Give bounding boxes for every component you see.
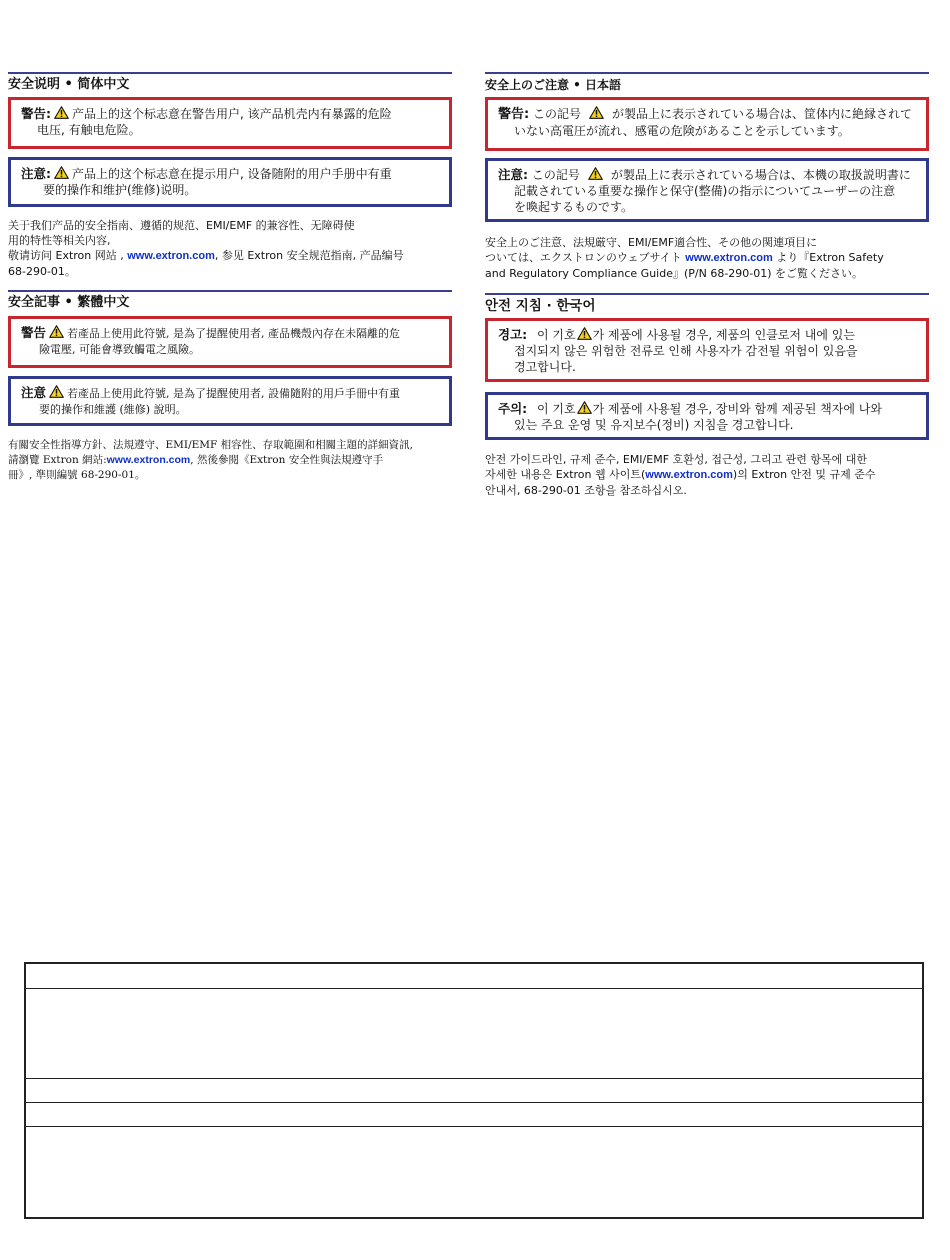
caution-label: 注意: [21, 385, 47, 400]
info-line: 請瀏覽 Extron 網站:: [8, 454, 107, 466]
caution-label: 注意:: [498, 167, 528, 182]
info-line: 关于我们产品的安全指南、遵循的规范、EMI/EMF 的兼容性、无障碍使: [8, 219, 355, 232]
warning-label: 警告:: [498, 107, 530, 122]
section-title: 安全記事 • 繁體中文: [8, 290, 452, 313]
warning-triangle-icon: [54, 166, 69, 179]
warning-text: 若產品上使用此符號, 是為了提醒使用者, 產品機殼內存在未隔離的危: [67, 327, 400, 340]
info-paragraph: [8, 218, 452, 279]
caution-text: 가 제품에 사용될 경우, 장비와 함께 제공된 책자에 나와: [592, 402, 882, 416]
caution-text: 若產品上使用此符號, 是為了提醒使用者, 設備隨附的用戶手冊中有重: [67, 387, 400, 400]
info-line: and Regulatory Compliance Guide』(P/N 68-290-01) をご覧ください。: [485, 267, 864, 280]
info-line: 有關安全性指導方針、法規遵守、EMI/EMF 相容性、存取範圍和相關主題的詳細資訊,: [8, 439, 413, 451]
info-line: )의 Extron 안전 및 규제 준수: [732, 468, 876, 481]
section-title: 安全说明 • 简体中文: [8, 72, 452, 95]
caution-box: [485, 392, 929, 440]
blank-form-frame: [24, 962, 924, 1219]
frame-row: [26, 1103, 922, 1127]
caution-label: 注意:: [21, 166, 51, 181]
info-line: 안내서, 68-290-01 조항을 참조하십시오.: [485, 484, 687, 497]
info-line: 자세한 내용은 Extron 웹 사이트(: [485, 468, 646, 481]
warning-label: 警告: [21, 325, 47, 340]
info-line: 用的特性等相关内容,: [8, 234, 111, 247]
warning-label: 警告:: [21, 106, 51, 121]
info-line: 안전 가이드라인, 규제 준수, EMI/EMF 호환성, 접근성, 그리고 관련 항목에 대한: [485, 453, 868, 466]
caution-label: 주의:: [498, 401, 528, 416]
warning-triangle-icon: [54, 106, 69, 119]
section-japanese: [485, 72, 929, 95]
section-simplified-chinese: [8, 72, 452, 95]
warning-text-cont: 电压, 有触电危险。: [37, 123, 141, 137]
extron-link[interactable]: www.extron.com: [685, 252, 773, 264]
warning-triangle-icon: [577, 327, 592, 340]
info-line: 68-290-01。: [8, 265, 76, 278]
section-title: 안전 지침 · 한국어: [485, 293, 929, 316]
warning-text-cont: いない高電圧が流れ、感電の危険があることを示しています。: [514, 124, 850, 138]
caution-box: [8, 157, 452, 207]
caution-text: この記号: [531, 168, 580, 182]
warning-text: が製品上に表示されている場合は、筐体内に絶縁されて: [612, 107, 913, 121]
extron-link[interactable]: www.extron.com: [106, 454, 191, 466]
caution-box: [485, 158, 929, 222]
caution-text-cont: 있는 주요 운영 및 유지보수(정비) 지침을 경고합니다.: [514, 418, 794, 432]
info-line: 安全上のご注意、法規厳守、EMI/EMF適合性、その他の関連項目に: [485, 236, 818, 249]
warning-triangle-icon: [588, 167, 603, 180]
warning-text: 이 기호: [536, 328, 576, 342]
info-line: 敬请访问 Extron 网站 ,: [8, 249, 128, 262]
frame-row: [26, 964, 922, 989]
warning-text-cont: 접지되지 않은 위험한 전류로 인해 사용자가 감전될 위험이 있음을: [514, 344, 858, 358]
caution-text-cont: 要的操作和维护(维修)说明。: [43, 183, 197, 197]
warning-text: この記号: [533, 107, 582, 121]
info-paragraph: [485, 452, 929, 498]
extron-link[interactable]: www.extron.com: [127, 250, 215, 262]
caution-text-cont: を喚起するものです。: [514, 200, 634, 214]
caution-text-cont: 要的操作和維護 (維修) 說明。: [39, 403, 187, 416]
caution-text-cont: 記載されている重要な操作と保守(整備)の指示についてユーザーの注意: [514, 184, 896, 198]
info-line: 冊》, 準則編號 68-290-01。: [8, 469, 146, 481]
warning-triangle-icon: [577, 401, 592, 414]
warning-text: 가 제품에 사용될 경우, 제품의 인클로저 내에 있는: [592, 328, 855, 342]
warning-triangle-icon: [589, 106, 604, 119]
warning-text-cont: 險電壓, 可能會導致觸電之風險。: [39, 343, 200, 356]
section-traditional-chinese: [8, 290, 452, 313]
extron-link[interactable]: www.extron.com: [645, 469, 733, 481]
caution-text: 产品上的这个标志意在提示用户, 设备随附的用户手册中有重: [72, 167, 392, 181]
info-line: より『Extron Safety: [772, 251, 884, 264]
info-line: , 然後參閱《Extron 安全性與法規遵守手: [190, 454, 384, 466]
info-line: ついては、エクストロンのウェブサイト: [485, 251, 686, 264]
warning-triangle-icon: [49, 325, 64, 338]
warning-label: 경고:: [498, 327, 528, 342]
warning-text-cont: 경고합니다.: [514, 360, 576, 374]
section-korean: [485, 293, 929, 316]
section-title: 安全上のご注意 • 日本語: [485, 72, 929, 95]
info-paragraph: [8, 438, 452, 483]
warning-box: [485, 318, 929, 382]
info-line: , 参见 Extron 安全规范指南, 产品编号: [214, 249, 404, 262]
caution-box: [8, 376, 452, 426]
warning-box: [8, 316, 452, 368]
frame-row: [26, 1079, 922, 1103]
warning-box: [8, 97, 452, 149]
warning-text: 产品上的这个标志意在警告用户, 该产品机壳内有暴露的危险: [72, 107, 392, 121]
info-paragraph: [485, 235, 929, 281]
caution-text: 이 기호: [536, 402, 576, 416]
warning-box: [485, 97, 929, 151]
frame-row: [26, 989, 922, 1079]
caution-text: が製品上に表示されている場合は、本機の取扱説明書に: [610, 168, 911, 182]
warning-triangle-icon: [49, 385, 64, 398]
